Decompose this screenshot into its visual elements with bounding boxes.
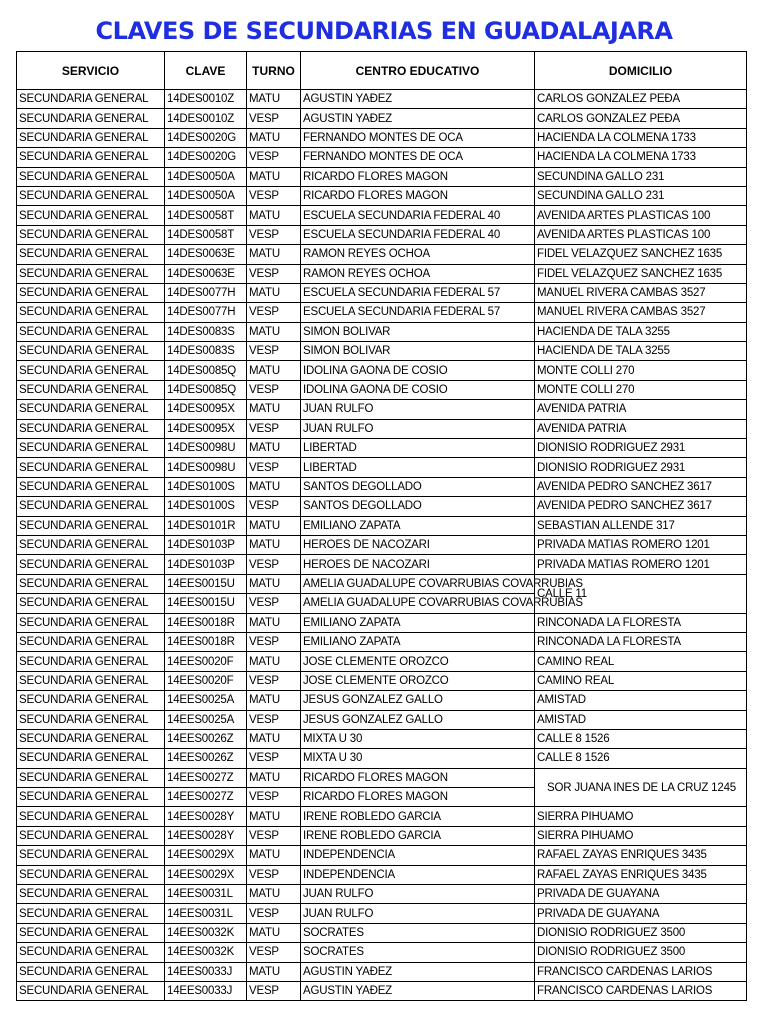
table-row bbox=[17, 768, 747, 787]
cell-servicio: SECUNDARIA GENERAL bbox=[17, 303, 165, 322]
cell-clave: 14EES0026Z bbox=[165, 749, 247, 768]
cell-turno: VESP bbox=[247, 497, 301, 516]
cell-turno: MATU bbox=[247, 322, 301, 341]
cell-turno: MATU bbox=[247, 885, 301, 904]
cell-turno: VESP bbox=[247, 109, 301, 128]
cell-clave: 14DES0083S bbox=[165, 322, 247, 341]
table-row bbox=[17, 652, 747, 671]
cell-domicilio: CAMINO REAL bbox=[535, 652, 747, 671]
cell-domicilio: MONTE COLLI 270 bbox=[535, 361, 747, 380]
cell-servicio: SECUNDARIA GENERAL bbox=[17, 652, 165, 671]
cell-centro-educativo: FERNANDO MONTES DE OCA bbox=[301, 128, 535, 147]
cell-turno: MATU bbox=[247, 652, 301, 671]
cell-servicio: SECUNDARIA GENERAL bbox=[17, 904, 165, 923]
cell-turno: VESP bbox=[247, 826, 301, 845]
cell-domicilio: SIERRA PIHUAMO bbox=[535, 826, 747, 845]
cell-turno: MATU bbox=[247, 477, 301, 496]
table-row bbox=[17, 749, 747, 768]
cell-domicilio: DIONISIO RODRIGUEZ 3500 bbox=[535, 923, 747, 942]
cell-centro-educativo: RICARDO FLORES MAGON bbox=[301, 768, 535, 787]
cell-turno: VESP bbox=[247, 594, 301, 613]
page-title: CLAVES DE SECUNDARIAS EN GUADALAJARA bbox=[95, 17, 673, 45]
cell-clave: 14DES0083S bbox=[165, 342, 247, 361]
cell-clave: 14EES0020F bbox=[165, 671, 247, 690]
cell-centro-educativo: SOCRATES bbox=[301, 923, 535, 942]
cell-domicilio: RAFAEL ZAYAS ENRIQUES 3435 bbox=[535, 865, 747, 884]
table-row bbox=[17, 807, 747, 826]
table-row bbox=[17, 516, 747, 535]
cell-servicio: SECUNDARIA GENERAL bbox=[17, 264, 165, 283]
cell-clave: 14DES0095X bbox=[165, 400, 247, 419]
table-row bbox=[17, 477, 747, 496]
cell-servicio: SECUNDARIA GENERAL bbox=[17, 109, 165, 128]
cell-servicio: SECUNDARIA GENERAL bbox=[17, 342, 165, 361]
cell-turno: VESP bbox=[247, 148, 301, 167]
cell-domicilio: RINCONADA LA FLORESTA bbox=[535, 632, 747, 651]
cell-domicilio: PRIVADA MATIAS ROMERO 1201 bbox=[535, 555, 747, 574]
cell-clave: 14EES0015U bbox=[165, 574, 247, 593]
cell-domicilio: DIONISIO RODRIGUEZ 3500 bbox=[535, 943, 747, 962]
cell-servicio: SECUNDARIA GENERAL bbox=[17, 361, 165, 380]
cell-turno: MATU bbox=[247, 768, 301, 787]
cell-domicilio: FIDEL VELAZQUEZ SANCHEZ 1635 bbox=[535, 245, 747, 264]
cell-clave: 14DES0063E bbox=[165, 245, 247, 264]
cell-centro-educativo: SIMON BOLIVAR bbox=[301, 342, 535, 361]
table-row bbox=[17, 904, 747, 923]
cell-clave: 14EES0025A bbox=[165, 691, 247, 710]
cell-turno: MATU bbox=[247, 516, 301, 535]
cell-servicio: SECUNDARIA GENERAL bbox=[17, 981, 165, 1000]
cell-clave: 14DES0020G bbox=[165, 148, 247, 167]
cell-domicilio: HACIENDA LA COLMENA 1733 bbox=[535, 128, 747, 147]
cell-domicilio: AMISTAD bbox=[535, 710, 747, 729]
cell-servicio: SECUNDARIA GENERAL bbox=[17, 691, 165, 710]
cell-servicio: SECUNDARIA GENERAL bbox=[17, 283, 165, 302]
cell-domicilio: CAMINO REAL bbox=[535, 671, 747, 690]
cell-clave: 14DES0085Q bbox=[165, 380, 247, 399]
cell-turno: MATU bbox=[247, 206, 301, 225]
cell-domicilio: AVENIDA PEDRO SANCHEZ 3617 bbox=[535, 497, 747, 516]
cell-centro-educativo: RAMON REYES OCHOA bbox=[301, 264, 535, 283]
cell-centro-educativo: JESUS GONZALEZ GALLO bbox=[301, 691, 535, 710]
cell-clave: 14DES0050A bbox=[165, 167, 247, 186]
cell-centro-educativo: LIBERTAD bbox=[301, 458, 535, 477]
cell-servicio: SECUNDARIA GENERAL bbox=[17, 574, 165, 593]
cell-servicio: SECUNDARIA GENERAL bbox=[17, 245, 165, 264]
cell-servicio: SECUNDARIA GENERAL bbox=[17, 885, 165, 904]
cell-turno: VESP bbox=[247, 555, 301, 574]
cell-domicilio: RAFAEL ZAYAS ENRIQUES 3435 bbox=[535, 846, 747, 865]
cell-turno: VESP bbox=[247, 419, 301, 438]
cell-servicio: SECUNDARIA GENERAL bbox=[17, 729, 165, 748]
cell-domicilio: CARLOS GONZALEZ PEĐA bbox=[535, 90, 747, 109]
header-centro-educativo: CENTRO EDUCATIVO bbox=[301, 52, 535, 90]
cell-domicilio: AVENIDA PEDRO SANCHEZ 3617 bbox=[535, 477, 747, 496]
cell-servicio: SECUNDARIA GENERAL bbox=[17, 186, 165, 205]
cell-turno: MATU bbox=[247, 283, 301, 302]
cell-clave: 14EES0018R bbox=[165, 613, 247, 632]
cell-turno: MATU bbox=[247, 439, 301, 458]
cell-centro-educativo: IRENE ROBLEDO GARCIA bbox=[301, 826, 535, 845]
cell-domicilio: SOR JUANA INES DE LA CRUZ 1245 bbox=[535, 768, 747, 807]
cell-clave: 14DES0103P bbox=[165, 555, 247, 574]
cell-turno: VESP bbox=[247, 342, 301, 361]
cell-centro-educativo: JUAN RULFO bbox=[301, 419, 535, 438]
table-row bbox=[17, 400, 747, 419]
header-domicilio: DOMICILIO bbox=[535, 52, 747, 90]
cell-domicilio: SECUNDINA GALLO 231 bbox=[535, 186, 747, 205]
header-servicio: SERVICIO bbox=[17, 52, 165, 90]
cell-servicio: SECUNDARIA GENERAL bbox=[17, 613, 165, 632]
cell-servicio: SECUNDARIA GENERAL bbox=[17, 380, 165, 399]
table-row bbox=[17, 846, 747, 865]
cell-centro-educativo: JUAN RULFO bbox=[301, 904, 535, 923]
cell-clave: 14EES0032K bbox=[165, 923, 247, 942]
cell-domicilio: DIONISIO RODRIGUEZ 2931 bbox=[535, 458, 747, 477]
cell-turno: MATU bbox=[247, 807, 301, 826]
cell-centro-educativo: SANTOS DEGOLLADO bbox=[301, 477, 535, 496]
cell-centro-educativo: JESUS GONZALEZ GALLO bbox=[301, 710, 535, 729]
cell-domicilio: HACIENDA DE TALA 3255 bbox=[535, 342, 747, 361]
cell-turno: VESP bbox=[247, 943, 301, 962]
cell-servicio: SECUNDARIA GENERAL bbox=[17, 225, 165, 244]
cell-clave: 14EES0032K bbox=[165, 943, 247, 962]
cell-domicilio: MONTE COLLI 270 bbox=[535, 380, 747, 399]
cell-servicio: SECUNDARIA GENERAL bbox=[17, 206, 165, 225]
cell-servicio: SECUNDARIA GENERAL bbox=[17, 555, 165, 574]
cell-domicilio: CALLE 11 bbox=[535, 574, 747, 613]
cell-turno: MATU bbox=[247, 400, 301, 419]
cell-servicio: SECUNDARIA GENERAL bbox=[17, 322, 165, 341]
cell-centro-educativo: EMILIANO ZAPATA bbox=[301, 632, 535, 651]
cell-turno: MATU bbox=[247, 128, 301, 147]
cell-centro-educativo: MIXTA U 30 bbox=[301, 749, 535, 768]
cell-clave: 14EES0018R bbox=[165, 632, 247, 651]
table-row bbox=[17, 128, 747, 147]
cell-domicilio: SECUNDINA GALLO 231 bbox=[535, 167, 747, 186]
cell-domicilio: HACIENDA LA COLMENA 1733 bbox=[535, 148, 747, 167]
cell-clave: 14DES0077H bbox=[165, 283, 247, 302]
cell-clave: 14EES0033J bbox=[165, 981, 247, 1000]
cell-domicilio: FRANCISCO CARDENAS LARIOS bbox=[535, 962, 747, 981]
schools-table bbox=[16, 51, 747, 1001]
cell-turno: MATU bbox=[247, 691, 301, 710]
cell-clave: 14EES0020F bbox=[165, 652, 247, 671]
cell-servicio: SECUNDARIA GENERAL bbox=[17, 419, 165, 438]
cell-clave: 14EES0029X bbox=[165, 865, 247, 884]
table-row bbox=[17, 555, 747, 574]
table-row bbox=[17, 283, 747, 302]
cell-turno: VESP bbox=[247, 186, 301, 205]
cell-servicio: SECUNDARIA GENERAL bbox=[17, 826, 165, 845]
cell-domicilio: AVENIDA ARTES PLASTICAS 100 bbox=[535, 225, 747, 244]
table-row bbox=[17, 729, 747, 748]
cell-domicilio: AVENIDA ARTES PLASTICAS 100 bbox=[535, 206, 747, 225]
cell-centro-educativo: JOSE CLEMENTE OROZCO bbox=[301, 671, 535, 690]
cell-servicio: SECUNDARIA GENERAL bbox=[17, 90, 165, 109]
table-row bbox=[17, 303, 747, 322]
cell-clave: 14EES0025A bbox=[165, 710, 247, 729]
cell-turno: VESP bbox=[247, 225, 301, 244]
cell-centro-educativo: RICARDO FLORES MAGON bbox=[301, 186, 535, 205]
table-row bbox=[17, 206, 747, 225]
table-row bbox=[17, 962, 747, 981]
cell-domicilio: SEBASTIAN ALLENDE 317 bbox=[535, 516, 747, 535]
table-row bbox=[17, 885, 747, 904]
cell-clave: 14EES0028Y bbox=[165, 826, 247, 845]
cell-domicilio: PRIVADA DE GUAYANA bbox=[535, 885, 747, 904]
cell-centro-educativo: SIMON BOLIVAR bbox=[301, 322, 535, 341]
cell-clave: 14DES0020G bbox=[165, 128, 247, 147]
cell-domicilio: AMISTAD bbox=[535, 691, 747, 710]
cell-centro-educativo: FERNANDO MONTES DE OCA bbox=[301, 148, 535, 167]
cell-servicio: SECUNDARIA GENERAL bbox=[17, 516, 165, 535]
cell-centro-educativo: RICARDO FLORES MAGON bbox=[301, 788, 535, 807]
cell-clave: 14EES0027Z bbox=[165, 768, 247, 787]
cell-centro-educativo: AGUSTIN YAĐEZ bbox=[301, 981, 535, 1000]
cell-centro-educativo: EMILIANO ZAPATA bbox=[301, 516, 535, 535]
cell-centro-educativo: JOSE CLEMENTE OROZCO bbox=[301, 652, 535, 671]
cell-domicilio: DIONISIO RODRIGUEZ 2931 bbox=[535, 439, 747, 458]
table-row bbox=[17, 497, 747, 516]
cell-turno: VESP bbox=[247, 458, 301, 477]
cell-centro-educativo: SANTOS DEGOLLADO bbox=[301, 497, 535, 516]
cell-turno: VESP bbox=[247, 671, 301, 690]
cell-domicilio: FIDEL VELAZQUEZ SANCHEZ 1635 bbox=[535, 264, 747, 283]
cell-turno: VESP bbox=[247, 632, 301, 651]
cell-domicilio: SIERRA PIHUAMO bbox=[535, 807, 747, 826]
cell-centro-educativo: AMELIA GUADALUPE COVARRUBIAS COVARRUBIAS bbox=[301, 594, 535, 613]
table-row bbox=[17, 167, 747, 186]
cell-clave: 14DES0063E bbox=[165, 264, 247, 283]
cell-turno: VESP bbox=[247, 749, 301, 768]
table-row bbox=[17, 148, 747, 167]
cell-centro-educativo: IDOLINA GAONA DE COSIO bbox=[301, 380, 535, 399]
cell-centro-educativo: INDEPENDENCIA bbox=[301, 865, 535, 884]
table-row bbox=[17, 380, 747, 399]
cell-servicio: SECUNDARIA GENERAL bbox=[17, 594, 165, 613]
cell-clave: 14DES0101R bbox=[165, 516, 247, 535]
cell-domicilio: MANUEL RIVERA CAMBAS 3527 bbox=[535, 303, 747, 322]
cell-clave: 14DES0077H bbox=[165, 303, 247, 322]
cell-servicio: SECUNDARIA GENERAL bbox=[17, 632, 165, 651]
cell-servicio: SECUNDARIA GENERAL bbox=[17, 943, 165, 962]
cell-clave: 14DES0103P bbox=[165, 535, 247, 554]
cell-centro-educativo: ESCUELA SECUNDARIA FEDERAL 40 bbox=[301, 206, 535, 225]
cell-servicio: SECUNDARIA GENERAL bbox=[17, 846, 165, 865]
cell-turno: MATU bbox=[247, 923, 301, 942]
cell-centro-educativo: HEROES DE NACOZARI bbox=[301, 535, 535, 554]
cell-domicilio: PRIVADA DE GUAYANA bbox=[535, 904, 747, 923]
cell-servicio: SECUNDARIA GENERAL bbox=[17, 439, 165, 458]
cell-centro-educativo: JUAN RULFO bbox=[301, 400, 535, 419]
cell-turno: MATU bbox=[247, 613, 301, 632]
cell-centro-educativo: AMELIA GUADALUPE COVARRUBIAS COVARRUBIAS bbox=[301, 574, 535, 593]
cell-domicilio: RINCONADA LA FLORESTA bbox=[535, 613, 747, 632]
cell-servicio: SECUNDARIA GENERAL bbox=[17, 458, 165, 477]
cell-servicio: SECUNDARIA GENERAL bbox=[17, 497, 165, 516]
table-row bbox=[17, 225, 747, 244]
cell-turno: VESP bbox=[247, 264, 301, 283]
cell-turno: MATU bbox=[247, 167, 301, 186]
cell-centro-educativo: AGUSTIN YAĐEZ bbox=[301, 109, 535, 128]
cell-domicilio: HACIENDA DE TALA 3255 bbox=[535, 322, 747, 341]
cell-turno: VESP bbox=[247, 380, 301, 399]
cell-servicio: SECUNDARIA GENERAL bbox=[17, 962, 165, 981]
cell-turno: MATU bbox=[247, 245, 301, 264]
cell-turno: MATU bbox=[247, 90, 301, 109]
cell-domicilio: CALLE 8 1526 bbox=[535, 729, 747, 748]
cell-clave: 14DES0050A bbox=[165, 186, 247, 205]
cell-centro-educativo: HEROES DE NACOZARI bbox=[301, 555, 535, 574]
cell-centro-educativo: IDOLINA GAONA DE COSIO bbox=[301, 361, 535, 380]
table-row bbox=[17, 439, 747, 458]
cell-domicilio: AVENIDA PATRIA bbox=[535, 419, 747, 438]
table-row bbox=[17, 710, 747, 729]
cell-turno: MATU bbox=[247, 846, 301, 865]
cell-clave: 14DES0058T bbox=[165, 225, 247, 244]
cell-clave: 14DES0058T bbox=[165, 206, 247, 225]
cell-domicilio: AVENIDA PATRIA bbox=[535, 400, 747, 419]
cell-servicio: SECUNDARIA GENERAL bbox=[17, 671, 165, 690]
cell-turno: MATU bbox=[247, 361, 301, 380]
table-row bbox=[17, 691, 747, 710]
cell-domicilio: MANUEL RIVERA CAMBAS 3527 bbox=[535, 283, 747, 302]
cell-domicilio: CALLE 8 1526 bbox=[535, 749, 747, 768]
cell-clave: 14EES0031L bbox=[165, 885, 247, 904]
table-row bbox=[17, 923, 747, 942]
cell-centro-educativo: ESCUELA SECUNDARIA FEDERAL 57 bbox=[301, 303, 535, 322]
cell-clave: 14EES0031L bbox=[165, 904, 247, 923]
cell-servicio: SECUNDARIA GENERAL bbox=[17, 749, 165, 768]
table-row bbox=[17, 186, 747, 205]
table-row bbox=[17, 264, 747, 283]
table-row bbox=[17, 943, 747, 962]
cell-clave: 14EES0028Y bbox=[165, 807, 247, 826]
table-body bbox=[17, 90, 747, 1001]
cell-clave: 14DES0095X bbox=[165, 419, 247, 438]
table-row bbox=[17, 613, 747, 632]
cell-centro-educativo: JUAN RULFO bbox=[301, 885, 535, 904]
cell-turno: VESP bbox=[247, 865, 301, 884]
header-row bbox=[17, 52, 747, 90]
cell-clave: 14DES0010Z bbox=[165, 109, 247, 128]
cell-centro-educativo: LIBERTAD bbox=[301, 439, 535, 458]
cell-clave: 14DES0010Z bbox=[165, 90, 247, 109]
cell-servicio: SECUNDARIA GENERAL bbox=[17, 128, 165, 147]
table-row bbox=[17, 458, 747, 477]
cell-centro-educativo: RICARDO FLORES MAGON bbox=[301, 167, 535, 186]
cell-domicilio: CARLOS GONZALEZ PEĐA bbox=[535, 109, 747, 128]
cell-centro-educativo: MIXTA U 30 bbox=[301, 729, 535, 748]
table-row bbox=[17, 865, 747, 884]
cell-centro-educativo: ESCUELA SECUNDARIA FEDERAL 40 bbox=[301, 225, 535, 244]
cell-clave: 14EES0026Z bbox=[165, 729, 247, 748]
table-row bbox=[17, 361, 747, 380]
cell-turno: VESP bbox=[247, 303, 301, 322]
table-row bbox=[17, 632, 747, 651]
table-row bbox=[17, 535, 747, 554]
cell-clave: 14DES0100S bbox=[165, 477, 247, 496]
cell-centro-educativo: AGUSTIN YAĐEZ bbox=[301, 90, 535, 109]
cell-clave: 14DES0098U bbox=[165, 458, 247, 477]
cell-clave: 14EES0027Z bbox=[165, 788, 247, 807]
cell-clave: 14DES0100S bbox=[165, 497, 247, 516]
cell-turno: VESP bbox=[247, 904, 301, 923]
cell-turno: VESP bbox=[247, 788, 301, 807]
cell-turno: MATU bbox=[247, 535, 301, 554]
cell-servicio: SECUNDARIA GENERAL bbox=[17, 535, 165, 554]
cell-servicio: SECUNDARIA GENERAL bbox=[17, 788, 165, 807]
cell-centro-educativo: AGUSTIN YAĐEZ bbox=[301, 962, 535, 981]
table-row bbox=[17, 826, 747, 845]
table-row bbox=[17, 322, 747, 341]
cell-domicilio: PRIVADA MATIAS ROMERO 1201 bbox=[535, 535, 747, 554]
cell-servicio: SECUNDARIA GENERAL bbox=[17, 807, 165, 826]
table-row bbox=[17, 245, 747, 264]
cell-servicio: SECUNDARIA GENERAL bbox=[17, 768, 165, 787]
table-row bbox=[17, 981, 747, 1000]
cell-centro-educativo: ESCUELA SECUNDARIA FEDERAL 57 bbox=[301, 283, 535, 302]
cell-servicio: SECUNDARIA GENERAL bbox=[17, 167, 165, 186]
table-row bbox=[17, 671, 747, 690]
cell-servicio: SECUNDARIA GENERAL bbox=[17, 710, 165, 729]
cell-clave: 14EES0033J bbox=[165, 962, 247, 981]
cell-centro-educativo: EMILIANO ZAPATA bbox=[301, 613, 535, 632]
cell-turno: VESP bbox=[247, 710, 301, 729]
table-row bbox=[17, 419, 747, 438]
cell-servicio: SECUNDARIA GENERAL bbox=[17, 148, 165, 167]
cell-turno: MATU bbox=[247, 962, 301, 981]
table-row bbox=[17, 574, 747, 593]
cell-turno: MATU bbox=[247, 574, 301, 593]
table-row bbox=[17, 90, 747, 109]
table-row bbox=[17, 342, 747, 361]
cell-centro-educativo: RAMON REYES OCHOA bbox=[301, 245, 535, 264]
cell-clave: 14DES0085Q bbox=[165, 361, 247, 380]
header-clave: CLAVE bbox=[165, 52, 247, 90]
cell-servicio: SECUNDARIA GENERAL bbox=[17, 477, 165, 496]
cell-centro-educativo: IRENE ROBLEDO GARCIA bbox=[301, 807, 535, 826]
cell-servicio: SECUNDARIA GENERAL bbox=[17, 400, 165, 419]
cell-domicilio: FRANCISCO CARDENAS LARIOS bbox=[535, 981, 747, 1000]
cell-turno: MATU bbox=[247, 729, 301, 748]
cell-servicio: SECUNDARIA GENERAL bbox=[17, 923, 165, 942]
table-row bbox=[17, 109, 747, 128]
cell-clave: 14EES0015U bbox=[165, 594, 247, 613]
cell-centro-educativo: SOCRATES bbox=[301, 943, 535, 962]
header-turno: TURNO bbox=[247, 52, 301, 90]
cell-servicio: SECUNDARIA GENERAL bbox=[17, 865, 165, 884]
cell-centro-educativo: INDEPENDENCIA bbox=[301, 846, 535, 865]
cell-clave: 14DES0098U bbox=[165, 439, 247, 458]
cell-clave: 14EES0029X bbox=[165, 846, 247, 865]
cell-turno: VESP bbox=[247, 981, 301, 1000]
